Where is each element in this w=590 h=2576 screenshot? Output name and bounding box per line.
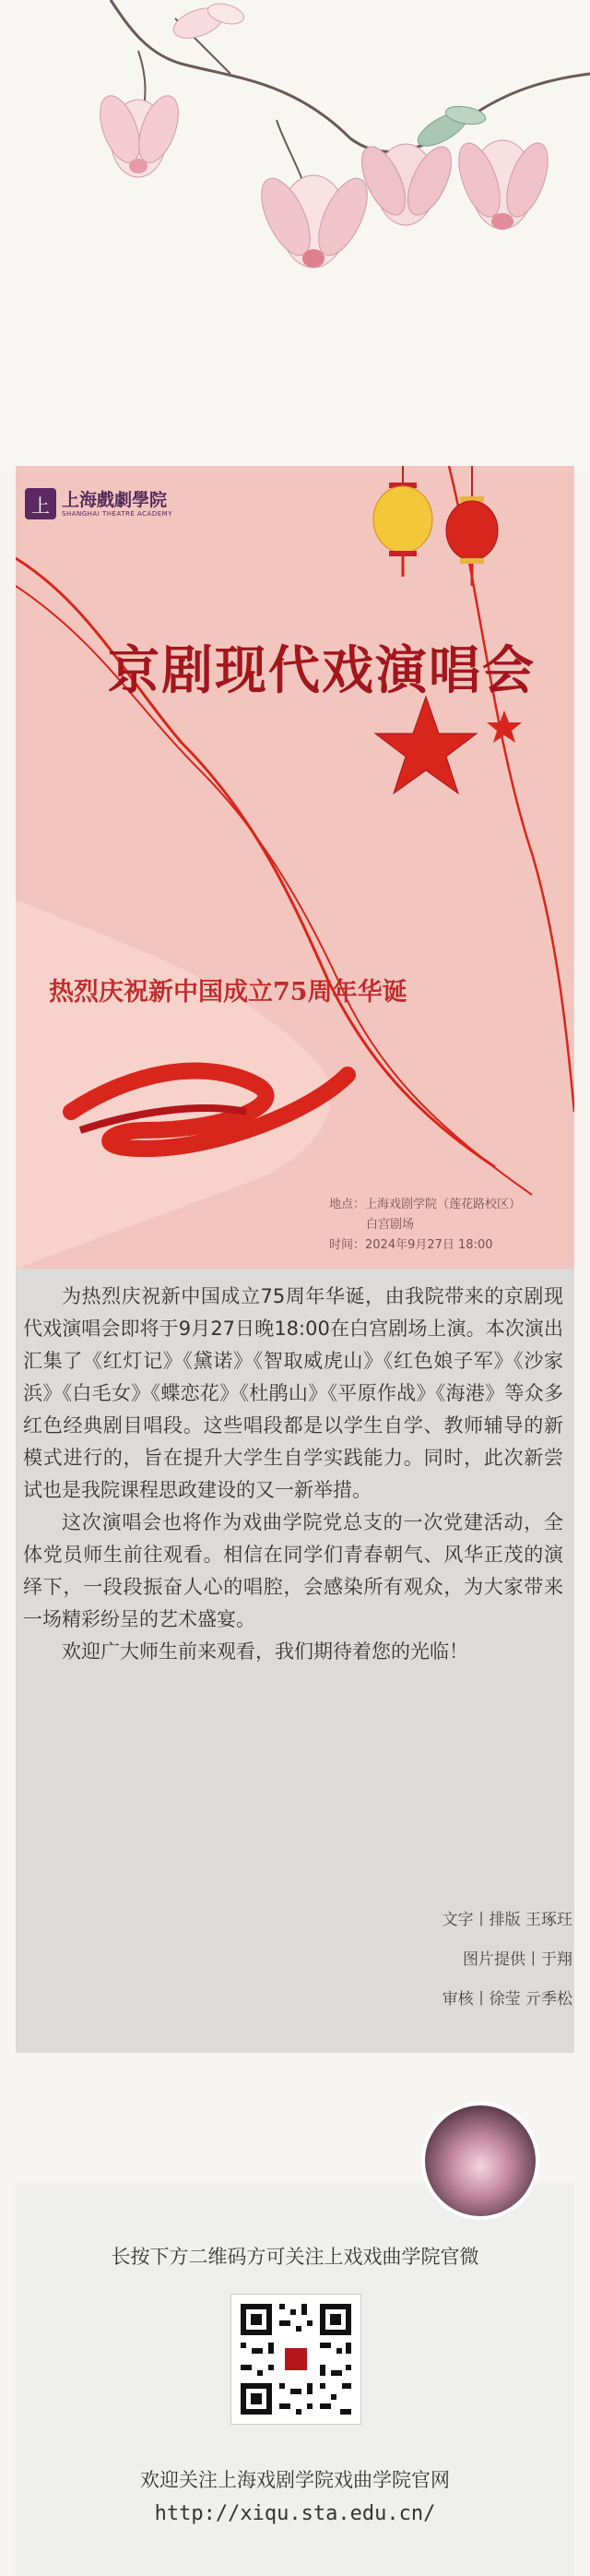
- credit-text-layout: 文字丨排版 王琢玨: [442, 1911, 572, 1929]
- credit-review: 审核丨徐莹 亓季松: [442, 1990, 572, 2009]
- academy-seal-icon: 上: [25, 488, 56, 519]
- welcome-text: 欢迎关注上海戏剧学院戏曲学院官网: [140, 2469, 450, 2491]
- credit-photos: 图片提供丨于翔: [463, 1950, 572, 1969]
- article-paragraph: 这次演唱会也将作为戏曲学院党总支的一次党建活动，全体党员师生前往观看。相信在同学们青春朝气、风华正茂的演绎下，一段段振奋人心的唱腔，会感染所有观众，为大家带来一场精彩纷呈的艺术盛宴。: [23, 1511, 563, 1630]
- qr-code-icon[interactable]: [230, 2294, 361, 2425]
- qr-hint-text: 长按下方二维码方可关注上戏戏曲学院官微: [111, 2246, 479, 2268]
- website-link[interactable]: http://xiqu.sta.edu.cn/: [154, 2502, 436, 2525]
- poster-background-art: [16, 466, 574, 1269]
- poster-subtitle: 热烈庆祝新中国成立75周年华诞: [49, 978, 407, 1007]
- venue-line-2: 白宫剧场: [366, 1218, 415, 1232]
- article-paragraph: 欢迎广大师生前来观看，我们期待着您的光临！: [62, 1640, 468, 1663]
- academy-name-cn: 上海戲劇學院: [62, 489, 168, 510]
- avatar: [421, 2102, 539, 2220]
- article-credits: [333, 1901, 572, 2020]
- magnolia-branch-illustration: [0, 0, 590, 466]
- venue-line: 地点：上海戏剧学院（莲花路校区）: [329, 1198, 522, 1211]
- poster-title: 京剧现代戏演唱会: [108, 640, 536, 701]
- event-poster: [16, 466, 574, 1269]
- time-line: 时间：2024年9月27日 18:00: [329, 1238, 493, 1252]
- academy-name-en: SHANGHAI THEATRE ACADEMY: [62, 509, 172, 518]
- article-paragraph: 为热烈庆祝新中国成立75周年华诞，由我院带来的京剧现代戏演唱会即将于9月27日晚18:00在白宫剧场上演。本次演出汇集了《红灯记》《黛诺》《智取威虎山》《红色娘子军》《沙家浜》《白毛女》《蝶恋花》《杜鹃山》《平原作战》《海港》等众多红色经典剧目唱段。这些唱段都是以学生自学、教师辅导的新模式进行的，旨在提升大学生自学实践能力。同时，此次新尝试也是我院课程思政建设的又一新举措。: [23, 1285, 563, 1501]
- academy-logo: [25, 488, 172, 519]
- poster-event-info: [329, 1195, 521, 1256]
- header-illustration: [0, 0, 590, 466]
- article-body: [16, 1269, 574, 2053]
